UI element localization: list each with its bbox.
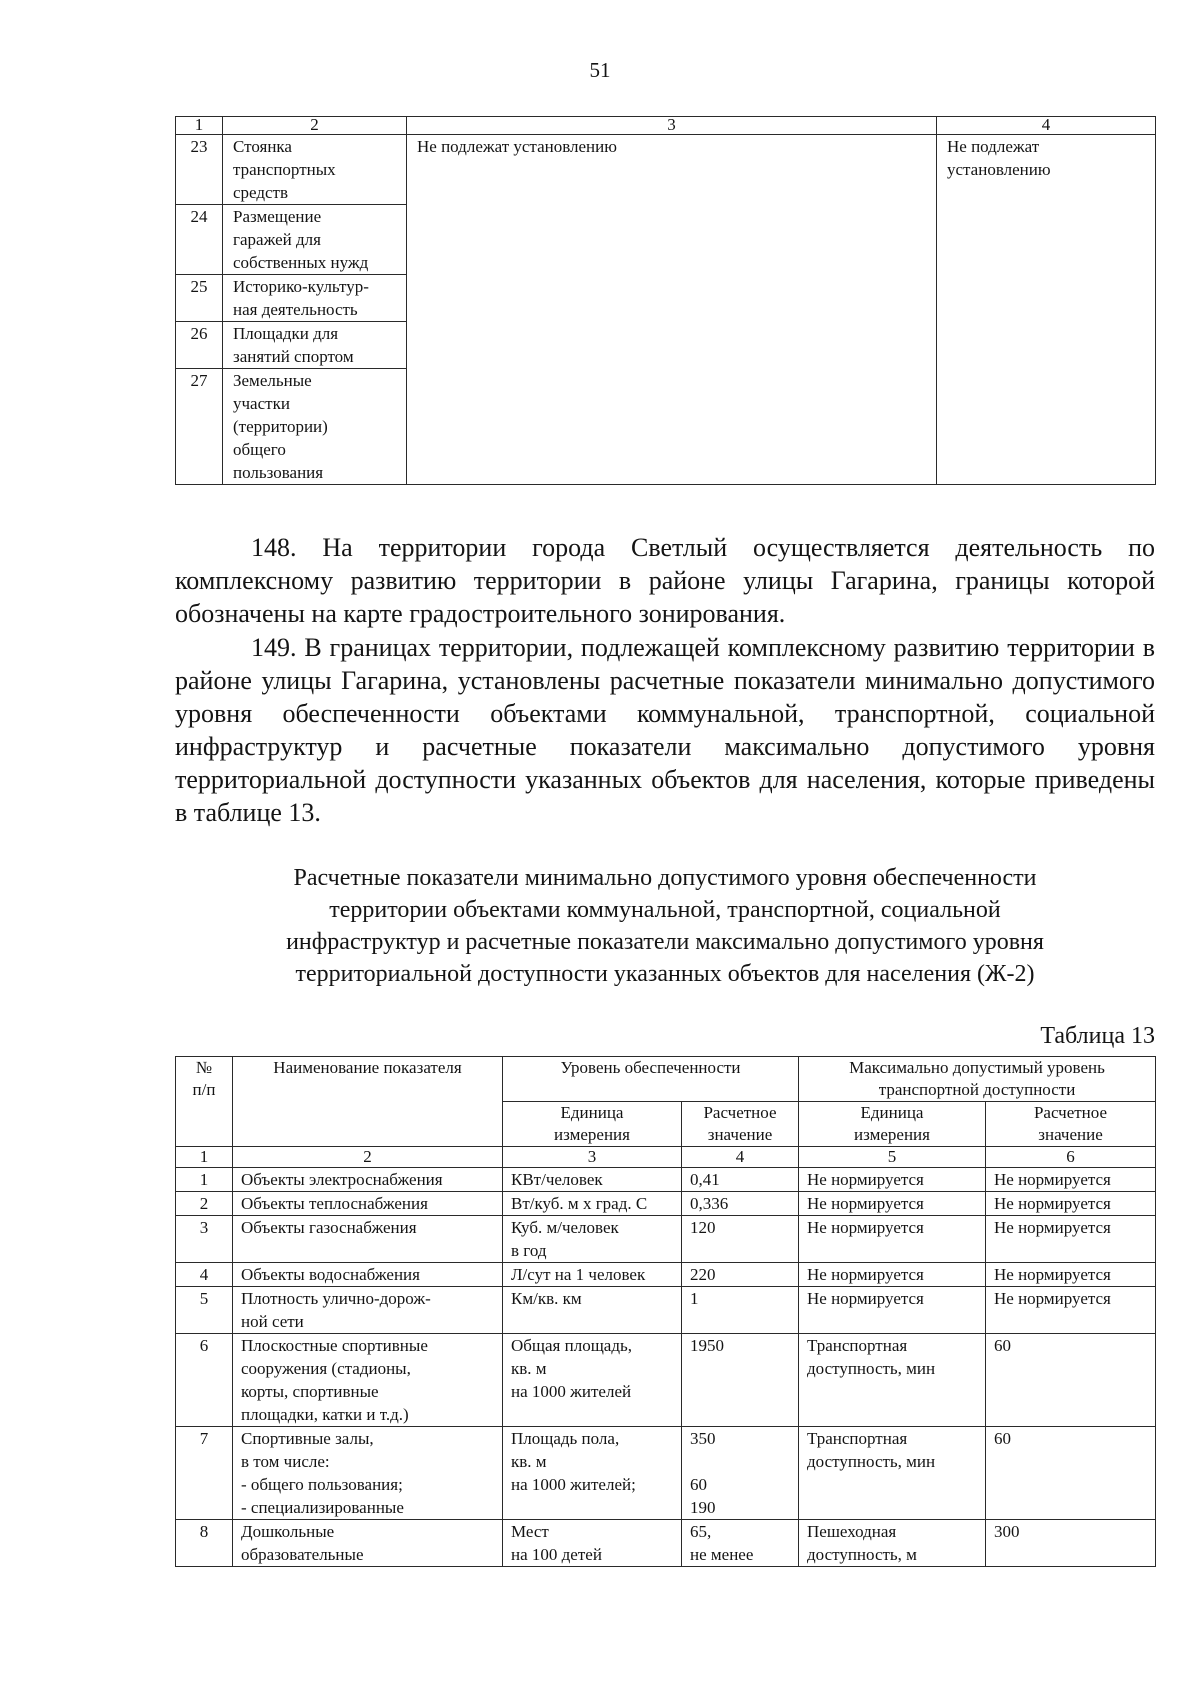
- use-type-name: Стоянка транспортных средств: [223, 135, 407, 205]
- access-unit-cell: Не нормируется: [799, 1263, 986, 1287]
- value-cell: 220: [682, 1263, 799, 1287]
- header-row: [176, 1057, 1156, 1102]
- column-number: 3: [407, 117, 937, 135]
- indicator-name: Объекты теплоснабжения: [233, 1192, 503, 1216]
- column-number: 2: [233, 1147, 503, 1168]
- access-unit-cell: Не нормируется: [799, 1168, 986, 1192]
- unit-cell: Площадь пола, кв. м на 1000 жителей;: [503, 1427, 682, 1520]
- access-value-cell: Не нормируется: [986, 1216, 1156, 1263]
- row-number: 8: [176, 1520, 233, 1567]
- unit-cell: Вт/куб. м х град. С: [503, 1192, 682, 1216]
- indicator-name: Плотность улично-дорож- ной сети: [233, 1287, 503, 1334]
- row-number: 5: [176, 1287, 233, 1334]
- access-value-cell: 60: [986, 1334, 1156, 1427]
- unit-cell: Куб. м/человек в год: [503, 1216, 682, 1263]
- paragraph-149: 149. В границах территории, подлежащей комплексному развитию территории в районе улицы Гагарина, установлены расчетные показатели минимально допустимого уровня обеспеченности объектами коммунальной, транспортной, социальной инфраструктур и расчетные показатели максимально допустимого уровня территориальной доступности указанных объектов для населения, которые приведены в таблице 13.: [175, 633, 1155, 827]
- column-number-row: [176, 1147, 1156, 1168]
- indicator-name: Плоскостные спортивные сооружения (стадионы, корты, спортивные площадки, катки и т.д.): [233, 1334, 503, 1427]
- unit-cell: Мест на 100 детей: [503, 1520, 682, 1567]
- table-row: [176, 1334, 1156, 1427]
- not-established-cell: Не подлежат установлению: [937, 135, 1156, 485]
- access-unit-cell: Транспортная доступность, мин: [799, 1334, 986, 1427]
- row-number: 2: [176, 1192, 233, 1216]
- value-cell: 0,41: [682, 1168, 799, 1192]
- column-number: 3: [503, 1147, 682, 1168]
- row-number: 23: [176, 135, 223, 205]
- access-unit-cell: Пешеходная доступность, м: [799, 1520, 986, 1567]
- value-cell: 65, не менее: [682, 1520, 799, 1567]
- indicator-name: Объекты газоснабжения: [233, 1216, 503, 1263]
- header-value: Расчетное значение: [682, 1102, 799, 1147]
- column-number: 1: [176, 1147, 233, 1168]
- use-type-name: Земельные участки (территории) общего пользования: [223, 369, 407, 485]
- table-row: [176, 1216, 1156, 1263]
- use-type-name: Историко-культур- ная деятельность: [223, 275, 407, 322]
- row-number: 4: [176, 1263, 233, 1287]
- not-established-cell: Не подлежат установлению: [407, 135, 937, 485]
- access-unit-cell: Не нормируется: [799, 1192, 986, 1216]
- column-number: 4: [682, 1147, 799, 1168]
- page-number: 51: [589, 58, 611, 82]
- row-number: 7: [176, 1427, 233, 1520]
- indicator-name: Объекты электроснабжения: [233, 1168, 503, 1192]
- header-unit: Единица измерения: [503, 1102, 682, 1147]
- row-number: 27: [176, 369, 223, 485]
- table-row: [176, 1192, 1156, 1216]
- table-row: [176, 135, 1156, 205]
- unit-cell: КВт/человек: [503, 1168, 682, 1192]
- body-text: [175, 531, 1155, 829]
- row-number: 3: [176, 1216, 233, 1263]
- header-indicator-name: Наименование показателя: [233, 1057, 503, 1147]
- paragraph-148: 148. На территории города Светлый осуществляется деятельность по комплексному развитию территории в районе улицы Гагарина, границы которой обозначены на карте градостроительного зонирования.: [175, 533, 1155, 628]
- value-cell: 120: [682, 1216, 799, 1263]
- value-cell: 1950: [682, 1334, 799, 1427]
- column-number: 4: [937, 117, 1156, 135]
- access-value-cell: Не нормируется: [986, 1287, 1156, 1334]
- row-number: 1: [176, 1168, 233, 1192]
- table-label: Таблица 13: [1040, 1023, 1155, 1049]
- header-num: № п/п: [176, 1057, 233, 1147]
- access-value-cell: Не нормируется: [986, 1192, 1156, 1216]
- table-row: [176, 1287, 1156, 1334]
- column-number-row: [176, 117, 1156, 135]
- table-row: [176, 1168, 1156, 1192]
- header-unit-access: Единица измерения: [799, 1102, 986, 1147]
- row-number: 26: [176, 322, 223, 369]
- indicator-name: Дошкольные образовательные: [233, 1520, 503, 1567]
- column-number: 5: [799, 1147, 986, 1168]
- value-cell: 350 60 190: [682, 1427, 799, 1520]
- unit-cell: Общая площадь, кв. м на 1000 жителей: [503, 1334, 682, 1427]
- header-value-access: Расчетное значение: [986, 1102, 1156, 1147]
- column-number: 1: [176, 117, 223, 135]
- row-number: 6: [176, 1334, 233, 1427]
- row-number: 25: [176, 275, 223, 322]
- indicator-name: Объекты водоснабжения: [233, 1263, 503, 1287]
- table-13: [175, 1056, 1156, 1567]
- use-type-name: Площадки для занятий спортом: [223, 322, 407, 369]
- value-cell: 1: [682, 1287, 799, 1334]
- access-value-cell: Не нормируется: [986, 1168, 1156, 1192]
- unit-cell: Л/сут на 1 человек: [503, 1263, 682, 1287]
- access-value-cell: 300: [986, 1520, 1156, 1567]
- zone-use-table-continuation: [175, 116, 1156, 485]
- table-row: [176, 1427, 1156, 1520]
- access-value-cell: 60: [986, 1427, 1156, 1520]
- column-number: 6: [986, 1147, 1156, 1168]
- value-cell: 0,336: [682, 1192, 799, 1216]
- table-title: Расчетные показатели минимально допустимого уровня обеспеченности территории объектами коммунальной, транспортной, социальной инфраструктур и расчетные показатели максимально допустимого уровня территориальной доступности указанных объектов для населения (Ж-2): [286, 865, 1044, 987]
- use-type-name: Размещение гаражей для собственных нужд: [223, 205, 407, 275]
- unit-cell: Км/кв. км: [503, 1287, 682, 1334]
- row-number: 24: [176, 205, 223, 275]
- table-row: [176, 1263, 1156, 1287]
- header-max-accessibility: Максимально допустимый уровень транспортной доступности: [799, 1057, 1156, 1102]
- table-row: [176, 1520, 1156, 1567]
- column-number: 2: [223, 117, 407, 135]
- access-value-cell: Не нормируется: [986, 1263, 1156, 1287]
- access-unit-cell: Транспортная доступность, мин: [799, 1427, 986, 1520]
- header-provision-level: Уровень обеспеченности: [503, 1057, 799, 1102]
- access-unit-cell: Не нормируется: [799, 1287, 986, 1334]
- indicator-name: Спортивные залы, в том числе: - общего пользования; - специализированные: [233, 1427, 503, 1520]
- access-unit-cell: Не нормируется: [799, 1216, 986, 1263]
